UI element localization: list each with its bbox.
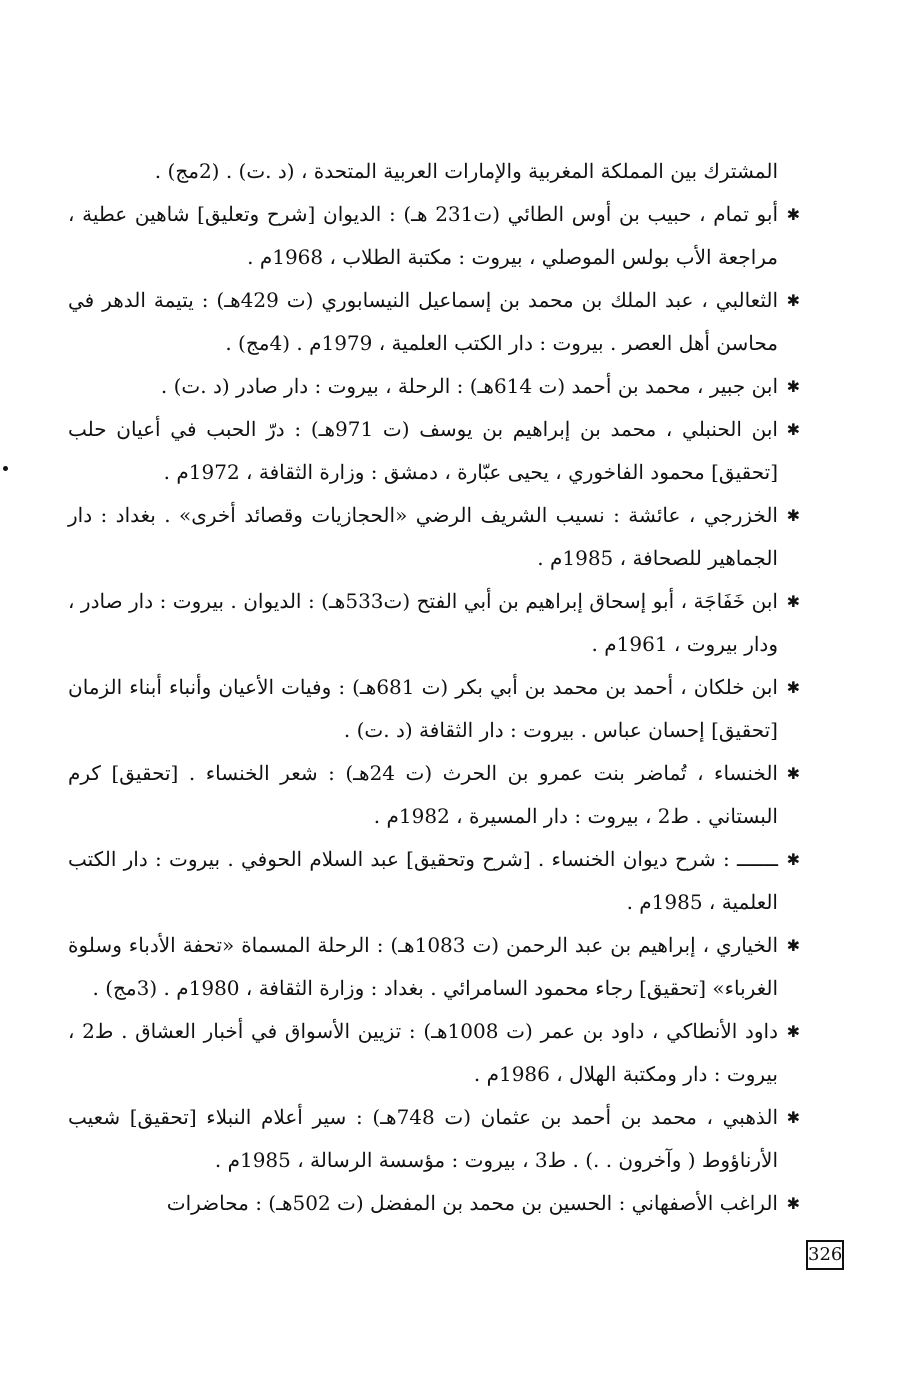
bullet-icon: ✱: [786, 1022, 800, 1041]
bullet-icon: ✱: [786, 678, 800, 697]
bibliography-entry: [68, 1182, 800, 1225]
bullet-icon: ✱: [786, 1108, 800, 1127]
entry-text: داود الأنطاكي ، داود بن عمر (ت 1008هـ) : تزيين الأسواق في أخبار العشاق . ط2 ، بيروت : دار ومكتبة الهلال ، 1986م .: [68, 1019, 779, 1086]
entry-text: ابن خَفَاجَة ، أبو إسحاق إبراهيم بن أبي الفتح (ت533هـ) : الديوان . بيروت : دار صادر ، ودار بيروت ، 1961م .: [68, 589, 778, 656]
bibliography-entry: [68, 924, 800, 1010]
bullet-icon: ✱: [786, 592, 800, 611]
bibliography-entry: [68, 666, 800, 752]
continuation-line: المشترك بين المملكة المغربية والإمارات العربية المتحدة ، (د .ت) . (2مج) .: [154, 159, 778, 183]
entry-text: الذهبي ، محمد بن أحمد بن عثمان (ت 748هـ) : سير أعلام النبلاء [تحقيق] شعيب الأرناؤوط ( وآخرون . .) . ط3 ، بيروت : مؤسسة الرسالة ، 1985م .: [68, 1105, 779, 1172]
bibliography-entry: [68, 365, 800, 408]
entry-text: الثعالبي ، عبد الملك بن محمد بن إسماعيل النيسابوري (ت 429هـ) : يتيمة الدهر في محاسن أهل العصر . بيروت : دار الكتب العلمية ، 1979م . (4مج) .: [68, 288, 779, 355]
entry-text: ـــــــ : شرح ديوان الخنساء . [شرح وتحقيق] عبد السلام الحوفي . بيروت : دار الكتب العلمية ، 1985م .: [68, 847, 778, 914]
bullet-icon: ✱: [786, 506, 800, 525]
bullet-icon: ✱: [786, 1194, 800, 1213]
bullet-icon: ✱: [786, 764, 800, 783]
bullet-icon: ✱: [786, 420, 800, 439]
bullet-icon: ✱: [786, 205, 800, 224]
bibliography-entry: [68, 1096, 800, 1182]
bibliography-entry: [68, 838, 800, 924]
entry-text: الخنساء ، تُماضر بنت عمرو بن الحرث (ت 24هـ) : شعر الخنساء . [تحقيق] كرم البستاني . ط2 ، بيروت : دار المسيرة ، 1982م .: [68, 761, 778, 828]
bibliography-entry: [68, 494, 800, 580]
bullet-icon: ✱: [786, 850, 800, 869]
entry-text: أبو تمام ، حبيب بن أوس الطائي (ت231 هـ) : الديوان [شرح وتعليق] شاهين عطية ، مراجعة الأب بولس الموصلي ، بيروت : مكتبة الطلاب ، 1968م .: [68, 202, 778, 269]
entry-text: الخياري ، إبراهيم بن عبد الرحمن (ت 1083هـ) : الرحلة المسماة «تحفة الأدباء وسلوة الغرباء» [تحقيق] رجاء محمود السامرائي . بغداد : وزارة الثقافة ، 1980م . (3مج) .: [68, 933, 778, 1000]
page-number: 326: [806, 1240, 844, 1270]
entry-text: الخزرجي ، عائشة : نسيب الشريف الرضي «الحجازيات وقصائد أخرى» . بغداد : دار الجماهير للصحافة ، 1985م .: [68, 503, 778, 570]
bullet-icon: ✱: [786, 936, 800, 955]
bibliography-entry: [68, 580, 800, 666]
bullet-icon: ✱: [786, 377, 800, 396]
bibliography-entry: [68, 193, 800, 279]
entry-text: ابن خلكان ، أحمد بن محمد بن أبي بكر (ت 681هـ) : وفيات الأعيان وأنباء أبناء الزمان [تحقيق] إحسان عباس . بيروت : دار الثقافة (د .ت) .: [68, 675, 778, 742]
entry-text: ابن الحنبلي ، محمد بن إبراهيم بن يوسف (ت 971هـ) : درّ الحبب في أعيان حلب [تحقيق] محمود الفاخوري ، يحيى عبّارة ، دمشق : وزارة الثقافة ، 1972م .: [68, 417, 778, 484]
entry-text: الراغب الأصفهاني : الحسين بن محمد بن المفضل (ت 502هـ) : محاضرات: [166, 1191, 778, 1215]
margin-dot: [3, 466, 8, 471]
bullet-icon: ✱: [786, 291, 800, 310]
bibliography-entry: [68, 752, 800, 838]
bibliography-entry: [68, 1010, 800, 1096]
bibliography-entry: [68, 408, 800, 494]
entry-text: ابن جبير ، محمد بن أحمد (ت 614هـ) : الرحلة ، بيروت : دار صادر (د .ت) .: [160, 374, 778, 398]
bibliography-page: [68, 150, 800, 1225]
bibliography-entry: [68, 279, 800, 365]
